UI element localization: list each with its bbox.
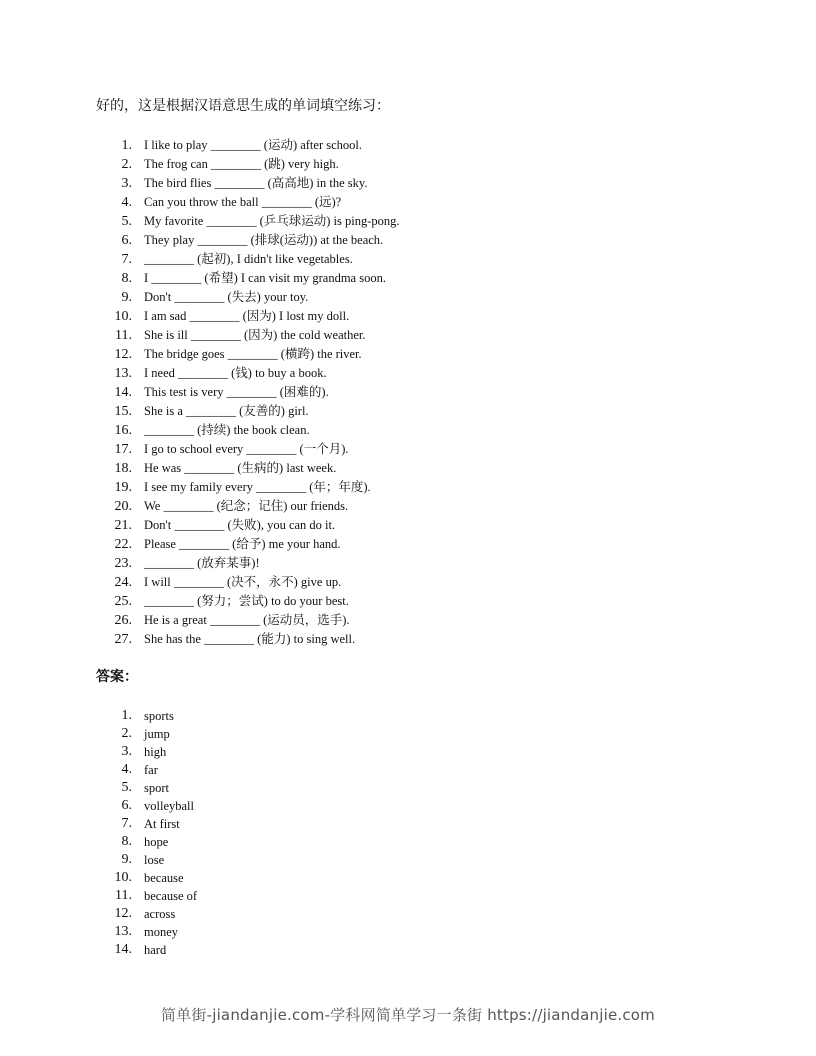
answer-item <box>96 887 197 905</box>
answer-item <box>96 761 197 779</box>
answer-item <box>96 815 197 833</box>
question-list <box>96 136 400 649</box>
question-item-number: 20. <box>114 499 132 514</box>
question-item-number: 11. <box>115 328 132 343</box>
answer-item <box>96 725 197 743</box>
answer-item-text: volleyball <box>144 799 194 813</box>
question-item-text: I am sad ________ (因为) I lost my doll. <box>144 309 350 323</box>
question-item-text: ________ (努力；尝试) to do your best. <box>144 594 349 608</box>
answers-heading: 答案： <box>96 669 138 685</box>
question-item <box>96 307 400 326</box>
question-item-text: He was ________ (生病的) last week. <box>144 461 337 475</box>
question-item-number: 10. <box>114 309 132 324</box>
answer-item-text: because <box>144 871 184 885</box>
question-item-text: I go to school every ________ (一个月). <box>144 442 349 456</box>
question-item <box>96 231 400 250</box>
answer-item <box>96 833 197 851</box>
question-item-number: 8. <box>121 271 132 286</box>
question-item-number: 9. <box>121 290 132 305</box>
question-item-text: She has the ________ (能力) to sing well. <box>144 632 356 646</box>
question-item-number: 13. <box>114 366 132 381</box>
question-item-number: 25. <box>114 594 132 609</box>
question-item-text: My favorite ________ (乒乓球运动) is ping-pong. <box>144 214 400 228</box>
answer-item <box>96 797 197 815</box>
question-item-number: 14. <box>114 385 132 400</box>
question-item-text: I see my family every ________ (年；年度). <box>144 480 371 494</box>
question-item <box>96 478 400 497</box>
answer-item-number: 9. <box>121 852 132 867</box>
question-item-text: I like to play ________ (运动) after school. <box>144 138 363 152</box>
question-item-number: 12. <box>114 347 132 362</box>
answer-item-number: 10. <box>114 870 132 885</box>
question-item-text: Don't ________ (失败), you can do it. <box>144 518 336 532</box>
answer-item <box>96 923 197 941</box>
answer-item-text: At first <box>144 817 180 831</box>
question-item <box>96 630 400 649</box>
question-item <box>96 345 400 364</box>
answer-item-text: because of <box>144 889 198 903</box>
question-item <box>96 326 400 345</box>
answer-item-text: money <box>144 925 179 939</box>
answer-list <box>96 707 197 959</box>
question-item <box>96 383 400 402</box>
question-item <box>96 174 400 193</box>
answer-item-text: lose <box>144 853 165 867</box>
question-item <box>96 554 400 573</box>
question-item <box>96 193 400 212</box>
question-item-number: 3. <box>121 176 132 191</box>
question-item-number: 18. <box>114 461 132 476</box>
question-item <box>96 611 400 630</box>
answer-item-text: sport <box>144 781 169 795</box>
answer-item-number: 1. <box>121 708 132 723</box>
answer-item-text: hard <box>144 943 167 957</box>
question-item <box>96 421 400 440</box>
question-item <box>96 440 400 459</box>
intro-text: 好的，这是根据汉语意思生成的单词填空练习： <box>96 98 390 114</box>
question-item <box>96 212 400 231</box>
question-item-number: 7. <box>121 252 132 267</box>
answer-item-number: 5. <box>121 780 132 795</box>
question-item <box>96 402 400 421</box>
answer-item-text: across <box>144 907 176 921</box>
question-item-number: 6. <box>121 233 132 248</box>
question-item-text: Can you throw the ball ________ (远)? <box>144 195 342 209</box>
question-item-text: She is a ________ (友善的) girl. <box>144 404 309 418</box>
question-item <box>96 155 400 174</box>
question-item-number: 5. <box>121 214 132 229</box>
question-item <box>96 250 400 269</box>
answer-item <box>96 851 197 869</box>
question-item <box>96 459 400 478</box>
question-item-text: She is ill ________ (因为) the cold weather. <box>144 328 366 342</box>
answer-item <box>96 905 197 923</box>
question-item-text: This test is very ________ (困难的). <box>144 385 329 399</box>
question-item-text: Don't ________ (失去) your toy. <box>144 290 309 304</box>
answer-item <box>96 743 197 761</box>
question-item <box>96 592 400 611</box>
answer-item-number: 12. <box>114 906 132 921</box>
answer-item-number: 6. <box>121 798 132 813</box>
answer-item <box>96 869 197 887</box>
question-item-number: 21. <box>114 518 132 533</box>
question-item-text: Please ________ (给予) me your hand. <box>144 537 341 551</box>
question-item <box>96 288 400 307</box>
answer-item-text: sports <box>144 709 174 723</box>
answer-item-number: 2. <box>121 726 132 741</box>
question-item-number: 1. <box>121 138 132 153</box>
answer-item <box>96 707 197 725</box>
question-item-text: I need ________ (钱) to buy a book. <box>144 366 327 380</box>
answer-item-text: far <box>144 763 158 777</box>
answer-item-number: 8. <box>121 834 132 849</box>
question-item-number: 17. <box>114 442 132 457</box>
question-item <box>96 516 400 535</box>
answer-item-number: 11. <box>115 888 132 903</box>
answer-item-number: 3. <box>121 744 132 759</box>
answer-item-text: jump <box>144 727 170 741</box>
answer-item-number: 4. <box>121 762 132 777</box>
question-item <box>96 364 400 383</box>
question-item-text: The bird flies ________ (高高地) in the sky. <box>144 176 368 190</box>
question-item-number: 24. <box>114 575 132 590</box>
question-item <box>96 136 400 155</box>
question-item-number: 4. <box>121 195 132 210</box>
footer-watermark: 简单街-jiandanjie.com-学科网简单学习一条街 https://jiandanjie.com <box>160 1006 655 1024</box>
question-item-text: ________ (持续) the book clean. <box>144 423 310 437</box>
question-item-number: 19. <box>114 480 132 495</box>
question-item-number: 23. <box>114 556 132 571</box>
question-item-number: 27. <box>114 632 132 647</box>
question-item <box>96 573 400 592</box>
question-item-number: 16. <box>114 423 132 438</box>
answer-item <box>96 941 197 959</box>
answer-item-number: 14. <box>114 942 132 957</box>
question-item-text: I will ________ (决不，永不) give up. <box>144 575 342 589</box>
question-item-text: He is a great ________ (运动员，选手). <box>144 613 350 627</box>
question-item <box>96 497 400 516</box>
question-item-text: ________ (起初), I didn't like vegetables. <box>144 252 353 266</box>
question-item-text: The frog can ________ (跳) very high. <box>144 157 339 171</box>
question-item-number: 22. <box>114 537 132 552</box>
answer-item-number: 13. <box>114 924 132 939</box>
answer-item-text: hope <box>144 835 169 849</box>
question-item-number: 2. <box>121 157 132 172</box>
answer-item-text: high <box>144 745 167 759</box>
question-item <box>96 269 400 288</box>
answer-item-number: 7. <box>121 816 132 831</box>
question-item-number: 15. <box>114 404 132 419</box>
question-item-text: I ________ (希望) I can visit my grandma soon. <box>144 271 386 285</box>
question-item <box>96 535 400 554</box>
question-item-text: They play ________ (排球(运动)) at the beach. <box>144 233 384 247</box>
question-item-text: ________ (放弃某事)! <box>144 556 260 570</box>
question-item-text: We ________ (纪念；记住) our friends. <box>144 499 349 513</box>
question-item-text: The bridge goes ________ (横跨) the river. <box>144 347 362 361</box>
answer-item <box>96 779 197 797</box>
question-item-number: 26. <box>114 613 132 628</box>
